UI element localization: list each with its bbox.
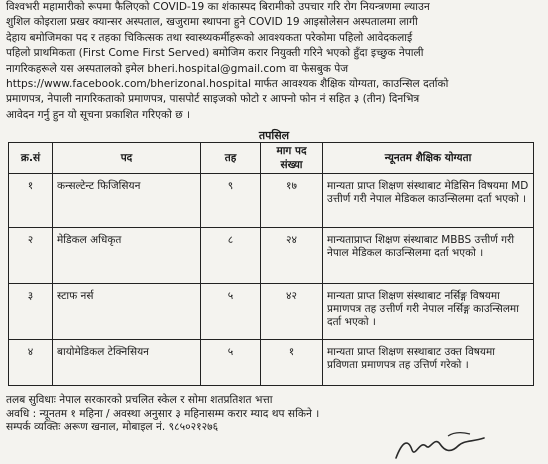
table-row [9, 174, 534, 228]
notice-line-2: शुशिल कोइराला प्रखर क्यान्सर अस्पताल, खजुरामा स्थापना हुने COVID 19 आइसोलेसन अस्पतालमा लागी [6, 16, 418, 29]
cell-count: १ [261, 340, 323, 386]
cell-count: २४ [261, 228, 323, 284]
cell-qualification: मान्यताप्राप्त शिक्षण संस्थाबाट MBBS उत्तीर्ण गरी नेपाल मेडिकल काउन्सिलमा दर्ता भएको । [323, 228, 534, 284]
header-post: पद [53, 143, 201, 174]
notice-line-8: आवेदन गर्नु हुन यो सूचना प्रकाशित गरिएको छ । [6, 108, 191, 121]
header-level: तह [201, 143, 261, 174]
table-row [9, 228, 534, 284]
cell-post: बायोमेडिकल टेक्निसियन [53, 340, 201, 386]
cell-serial: ४ [9, 340, 53, 386]
cell-qualification: मान्यता प्राप्त शिक्षण सस्थाबाट उक्त विषयमा प्रविणता प्रमाणपत्र तह उत्तिर्ण गरेको । [323, 340, 534, 386]
table-header-row [9, 143, 534, 174]
cell-level: ९ [201, 174, 261, 228]
salary-line: तलब सुविधाः नेपाल सरकारको प्रचलित स्केल र सोमा शतप्रतिशत भत्ता [6, 394, 273, 406]
cell-serial: १ [9, 174, 53, 228]
table-title: तपसिल [258, 129, 290, 142]
cell-qualification: मान्यता प्राप्त शिक्षण संस्थाबाट मेडिसिन विषयमा MD उत्तीर्ण गरी नेपाल मेडिकल काउन्सिलमा दर्ता भएको । [323, 174, 534, 228]
notice-line-5: नागरिकहरूले यस अस्पतालको इमेल bheri.hospital@gmail.com वा फेसबुक पेज [6, 62, 349, 75]
notice-line-3: देहाय बमोजिमका पद र तहका चिकित्सक तथा स्वास्थ्यकर्मीहरूको आवश्यकता परेकोमा पहिलो आवेदकलाई [6, 31, 413, 44]
table-row [9, 340, 534, 386]
contact-line: सम्पर्क व्यक्तिः अरूण खनाल, मोबाइल नं. ९८५०२१२७६ [6, 421, 219, 434]
cell-qualification: मान्यता प्राप्त शिक्षण संस्थाबाट नर्सिङ्ग विषयमा प्रमाणपत्र तह उत्तीर्ण गरी नेपाल नर्सिङ्ग काउन्सिलमा दर्ता भएको । [323, 284, 534, 340]
header-serial: क्र.सं [9, 143, 53, 174]
cell-level: ८ [201, 228, 261, 284]
duration-line: अवधि : न्यूनतम १ महिना / अवस्था अनुसार ३ महिनासम्म करार म्याद थप सकिने । [6, 407, 320, 420]
cell-post: मेडिकल अधिकृत [53, 228, 201, 284]
notice-line-4: पहिलो प्राथमिकता (First Come First Served) बमोजिम करार नियुक्ती गरिने भएको हुँदा इच्छुक नेपाली [6, 47, 424, 60]
positions-table [8, 142, 534, 386]
cell-serial: २ [9, 228, 53, 284]
notice-body [6, 0, 542, 123]
cell-count: १७ [261, 174, 323, 228]
table-row [9, 284, 534, 340]
cell-post: कन्सल्टेन्ट फिजिसियन [53, 174, 201, 228]
notice-line-7: प्रमाणपत्र, नेपाली नागरिकताको प्रमाणपत्र, पासपोर्ट साइजको फोटो र आफ्नो फोन नं सहित ३ (तीन) दिनभित्र [6, 93, 420, 106]
header-qualification: न्यूनतम शैक्षिक योग्यता [323, 143, 534, 174]
signature-mark [388, 428, 498, 464]
cell-post: स्टाफ नर्स [53, 284, 201, 340]
cell-level: ५ [201, 340, 261, 386]
cell-serial: ३ [9, 284, 53, 340]
cell-level: ५ [201, 284, 261, 340]
notice-line-1: विश्वभरी महामारीको रूपमा फैलिएको COVID-19 का शंकास्पद बिरामीको उपचार गरि रोग नियन्त्रणमा ल्याउन [6, 1, 430, 13]
header-count: माग पद संख्या [261, 143, 323, 174]
cell-count: ४२ [261, 284, 323, 340]
notice-line-6: https://www.facebook.com/bherizonal.hospital मार्फत आवश्यक शैक्षिक योग्यता, काउन्सिल दर्ताको [6, 78, 449, 91]
